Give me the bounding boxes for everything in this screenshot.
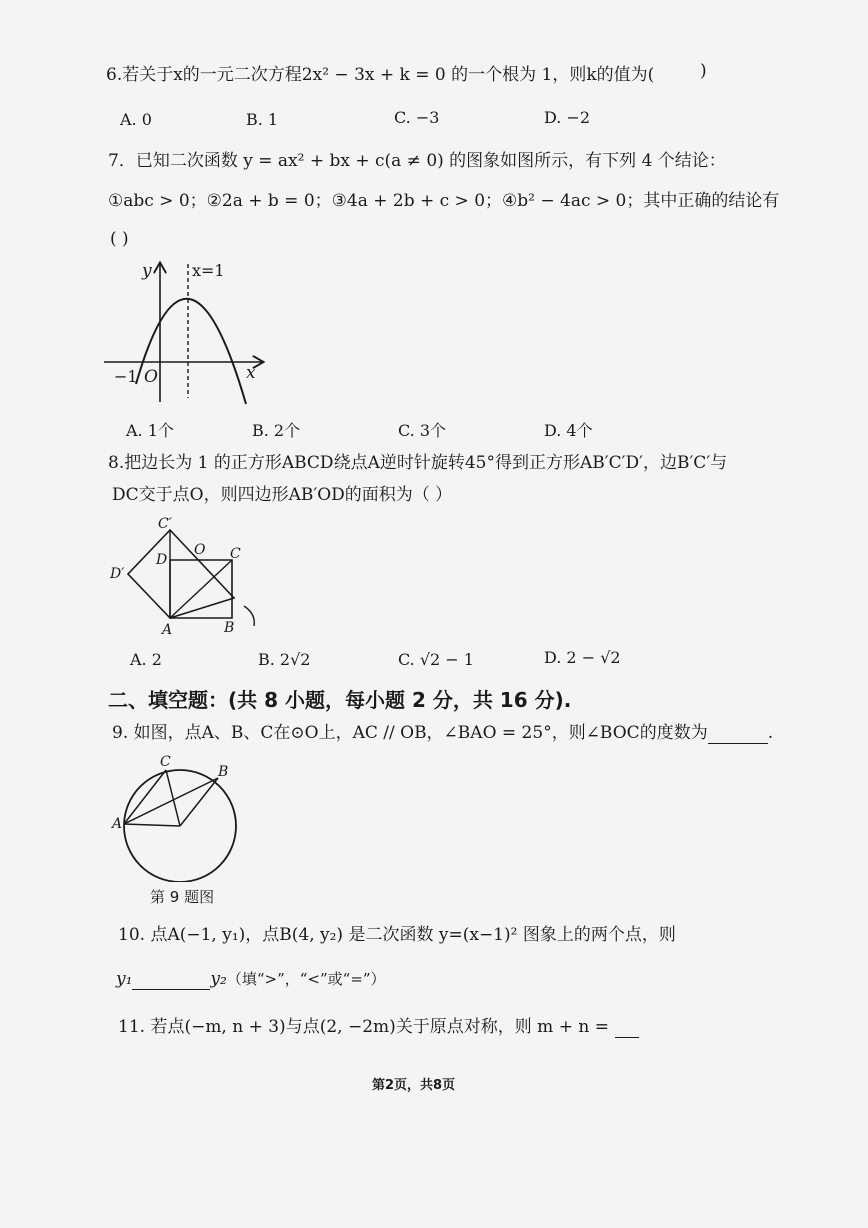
q8-option-d: D. 2 − √2 (544, 648, 621, 667)
q9-line-ob (180, 778, 218, 826)
q7-option-a: A. 1个 (126, 421, 174, 440)
q11-answer-blank[interactable] (615, 1019, 639, 1038)
q8-label-d-prime: D′ (110, 566, 125, 582)
q8-label-d: D (156, 552, 168, 568)
q11-stem (118, 1016, 639, 1038)
q8-ac-diagonal (170, 560, 232, 618)
q8-label-c-prime: C′ (158, 516, 172, 532)
page-footer: 第2页，共8页 (372, 1078, 456, 1093)
q7-parabola (136, 299, 246, 404)
q9-label-b: B (218, 764, 229, 780)
q10-stem: 10. 点A(−1, y₁)，点B(4, y₂) 是二次函数 y=(x−1)² 图象上的两个点，则 (118, 925, 676, 945)
q8-option-b: B. 2√2 (258, 650, 311, 669)
q7-conclusions: ①abc > 0；②2a + b = 0；③4a + 2b + c > 0；④b² − 4ac > 0；其中正确的结论有 (108, 191, 780, 211)
q7-axis-label: x=1 (192, 261, 225, 280)
q8-option-a: A. 2 (130, 650, 162, 669)
q7-option-d: D. 4个 (544, 421, 593, 440)
q10-y1: y₁ (116, 969, 133, 989)
q9-line-ao (124, 824, 180, 826)
q6-option-c: C. −3 (394, 108, 440, 127)
q6-stem: 6.若关于x的一元二次方程2x² − 3x + k = 0 的一个根为 1，则k的值为( (106, 65, 655, 85)
q9-circle-figure (110, 752, 246, 882)
q9-caption: 第 9 题图 (150, 888, 215, 906)
q8-label-b: B (224, 620, 235, 636)
q11-stem-text: 11. 若点(−m, n + 3)与点(2, −2m)关于原点对称，则 m + n = (118, 1017, 609, 1037)
q7-option-c: C. 3个 (398, 421, 447, 440)
q6-option-a: A. 0 (120, 110, 152, 129)
q8-option-c: C. √2 − 1 (398, 650, 474, 669)
q8-label-o: O (194, 542, 206, 558)
q9-stem (112, 722, 773, 744)
q8-arc (244, 606, 254, 626)
q10-answer-blank[interactable] (132, 971, 210, 990)
q8-square-rotated (128, 530, 234, 618)
q6-close-paren: ) (700, 61, 707, 81)
q6-option-d: D. −2 (544, 108, 591, 127)
q10-hint: （填“>”，“<”或“=”） (226, 970, 386, 988)
q7-stem: 7．已知二次函数 y = ax² + bx + c(a ≠ 0) 的图象如图所示，有下列 4 个结论： (108, 151, 726, 171)
q7-parabola-graph (100, 258, 270, 408)
q7-option-b: B. 2个 (252, 421, 301, 440)
q8-rotated-square-figure (106, 514, 266, 640)
section-fill-in-title: 二、填空题：(共 8 小题，每小题 2 分，共 16 分). (108, 688, 572, 712)
q10-y2: y₂ (210, 969, 227, 989)
q8-stem-line2: DC交于点O，则四边形AB′OD的面积为（ ） (112, 485, 453, 505)
q7-neg1-label: −1 (114, 367, 138, 386)
q9-answer-blank[interactable] (708, 725, 768, 744)
q9-label-c: C (160, 754, 171, 770)
q8-label-a: A (162, 622, 173, 638)
q6-option-b: B. 1 (246, 110, 279, 129)
q7-answer-paren: ( ) (110, 229, 129, 249)
q8-label-c: C (230, 546, 241, 562)
q9-line-ac (124, 770, 166, 824)
q9-stem-text: 9. 如图，点A、B、C在⊙O上，AC // OB，∠BAO = 25°，则∠BOC的度数为 (112, 723, 708, 743)
q9-period: . (767, 723, 774, 743)
q8-stem-line1: 8.把边长为 1 的正方形ABCD绕点A逆时针旋转45°得到正方形AB′C′D′，边B′C′与 (108, 453, 728, 473)
q9-label-a: A (112, 816, 123, 832)
q7-y-label: y (142, 261, 152, 281)
q7-x-label: x (246, 363, 256, 383)
q9-line-ab (124, 778, 218, 824)
q10-answer-line (116, 968, 386, 990)
q7-origin-label: O (144, 367, 158, 387)
